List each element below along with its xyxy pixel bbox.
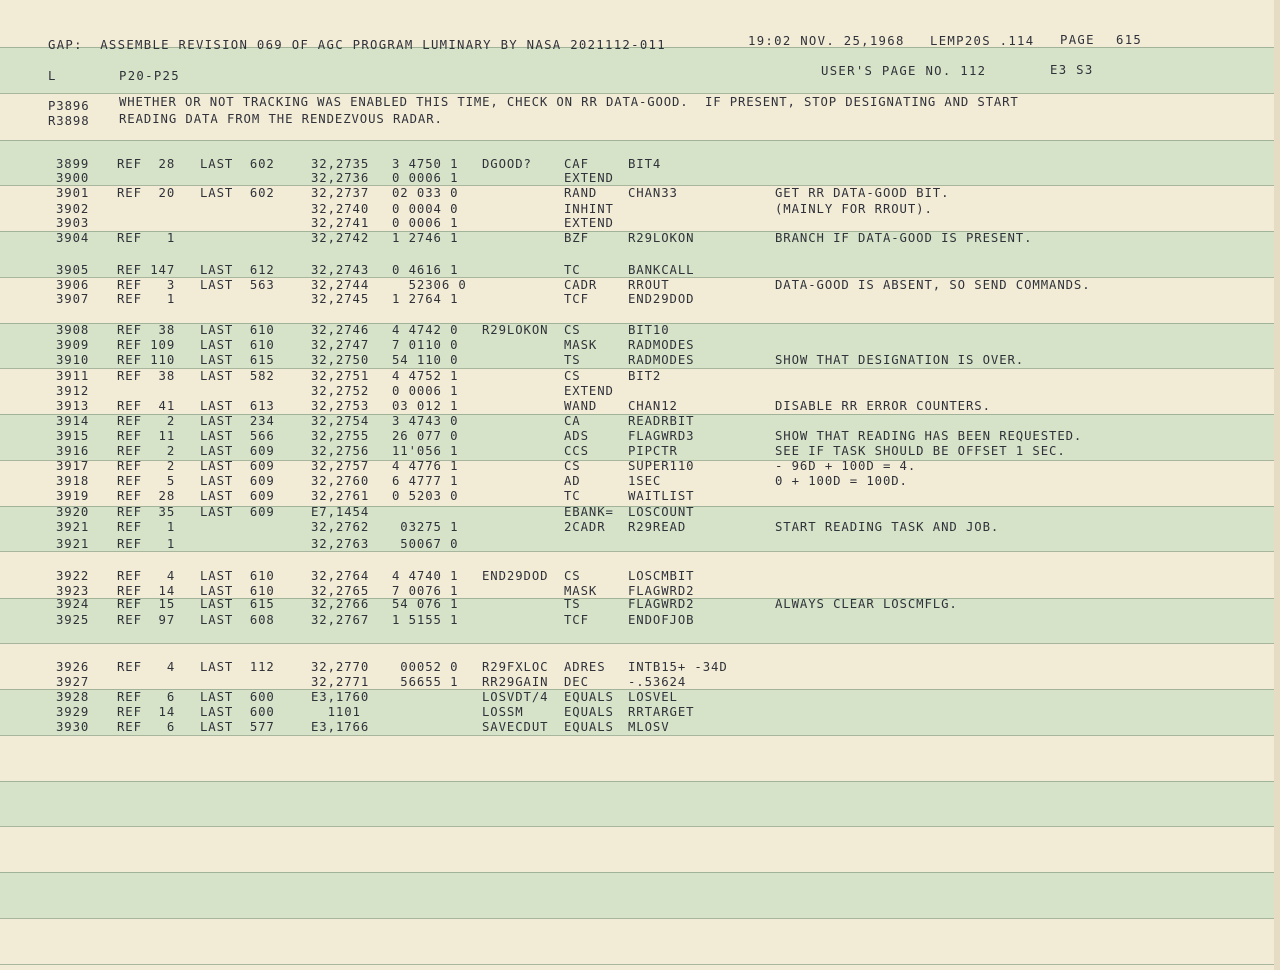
operand: LOSVEL	[628, 690, 678, 704]
opcode: WAND	[564, 399, 598, 413]
ref-count: REF 3	[117, 278, 176, 292]
octal-code: 1 2764 1	[392, 292, 459, 306]
paper-band	[0, 872, 1280, 918]
users-page-number: USER'S PAGE NO. 112	[821, 64, 987, 78]
memory-address: 32,2742	[311, 231, 370, 245]
rule-line	[0, 643, 1280, 644]
ref-count: REF 97	[117, 613, 176, 627]
opcode: EQUALS	[564, 720, 614, 734]
line-comment: 0 + 100D = 100D.	[775, 474, 908, 488]
rule-line	[0, 826, 1280, 827]
octal-code: 4 4740 1	[392, 569, 459, 583]
operand: BIT10	[628, 323, 670, 337]
memory-address: 32,2745	[311, 292, 370, 306]
last-ref: LAST 577	[200, 720, 275, 734]
rule-line	[0, 140, 1280, 141]
log-section: P20-P25	[119, 69, 180, 83]
line-number: 3929	[56, 705, 90, 719]
ref-count: REF 1	[117, 520, 176, 534]
memory-address: 32,2762	[311, 520, 370, 534]
octal-code: 50067 0	[392, 537, 459, 551]
ref-count: REF 4	[117, 660, 176, 674]
line-number: 3913	[56, 399, 90, 413]
memory-address: 32,2743	[311, 263, 370, 277]
octal-code: 52306 0	[392, 278, 467, 292]
opcode: EQUALS	[564, 705, 614, 719]
last-ref: LAST 610	[200, 338, 275, 352]
opcode: CAF	[564, 157, 589, 171]
line-number: 3909	[56, 338, 90, 352]
line-number: 3904	[56, 231, 90, 245]
memory-address: E3,1766	[311, 720, 370, 734]
last-ref: LAST 612	[200, 263, 275, 277]
rule-line	[0, 735, 1280, 736]
last-ref: LAST 610	[200, 569, 275, 583]
opcode: RAND	[564, 186, 598, 200]
memory-address: 32,2746	[311, 323, 370, 337]
last-ref: LAST 563	[200, 278, 275, 292]
ref-count: REF 1	[117, 292, 176, 306]
last-ref: LAST 615	[200, 353, 275, 367]
line-number: 3924	[56, 597, 90, 611]
memory-address: E7,1454	[311, 505, 370, 519]
line-number: 3908	[56, 323, 90, 337]
sheet-code: E3 S3	[1050, 63, 1094, 77]
operand: SUPER110	[628, 459, 695, 473]
opcode: EXTEND	[564, 384, 614, 398]
operand: RROUT	[628, 278, 670, 292]
line-number: 3921	[56, 537, 90, 551]
octal-code: 7 0110 0	[392, 338, 459, 352]
symbol-label: LOSSM	[482, 705, 524, 719]
line-number: 3911	[56, 369, 90, 383]
operand: LOSCOUNT	[628, 505, 695, 519]
rule-line	[0, 781, 1280, 782]
memory-address: 32,2736	[311, 171, 370, 185]
line-number: 3920	[56, 505, 90, 519]
octal-code: 54 110 0	[392, 353, 459, 367]
ref-count: REF 6	[117, 690, 176, 704]
line-comment: (MAINLY FOR RROUT).	[775, 202, 933, 216]
operand: FLAGWRD2	[628, 584, 695, 598]
octal-code: 03 012 1	[392, 399, 459, 413]
last-ref: LAST 600	[200, 705, 275, 719]
memory-address: 32,2756	[311, 444, 370, 458]
opcode: TS	[564, 353, 581, 367]
opcode: DEC	[564, 675, 589, 689]
last-ref: LAST 610	[200, 323, 275, 337]
ref-count: REF 38	[117, 323, 176, 337]
memory-address: 32,2757	[311, 459, 370, 473]
line-comment: DISABLE RR ERROR COUNTERS.	[775, 399, 991, 413]
operand: ENDOFJOB	[628, 613, 695, 627]
symbol-label: DGOOD?	[482, 157, 532, 171]
line-comment: SHOW THAT DESIGNATION IS OVER.	[775, 353, 1025, 367]
opcode: MASK	[564, 584, 598, 598]
memory-address: 32,2753	[311, 399, 370, 413]
octal-code: 6 4777 1	[392, 474, 459, 488]
line-number: 3919	[56, 489, 90, 503]
ref-count: REF 5	[117, 474, 176, 488]
opcode: TCF	[564, 613, 589, 627]
line-number: 3900	[56, 171, 90, 185]
operand: RRTARGET	[628, 705, 695, 719]
opcode: CS	[564, 459, 581, 473]
last-ref: LAST 608	[200, 613, 275, 627]
operand: BANKCALL	[628, 263, 695, 277]
job-id: LEMP20S .114	[930, 34, 1035, 48]
symbol-label: RR29GAIN	[482, 675, 549, 689]
operand: R29LOKON	[628, 231, 695, 245]
opcode: CA	[564, 414, 581, 428]
rule-line	[0, 964, 1280, 965]
memory-address: 32,2741	[311, 216, 370, 230]
line-number: 3916	[56, 444, 90, 458]
last-ref: LAST 582	[200, 369, 275, 383]
ref-count: REF 6	[117, 720, 176, 734]
line-number: 3914	[56, 414, 90, 428]
rule-line	[0, 551, 1280, 552]
line-number: 3905	[56, 263, 90, 277]
opcode: TC	[564, 489, 581, 503]
memory-address: 32,2763	[311, 537, 370, 551]
comment-ref: R3898	[48, 114, 90, 128]
octal-code: 54 076 1	[392, 597, 459, 611]
paper-band	[0, 918, 1280, 970]
ref-count: REF 1	[117, 231, 176, 245]
opcode: EXTEND	[564, 216, 614, 230]
opcode: EBANK=	[564, 505, 614, 519]
ref-count: REF 28	[117, 489, 176, 503]
memory-address: 32,2754	[311, 414, 370, 428]
operand: INTB15+ -34D	[628, 660, 728, 674]
paper-edge	[1274, 0, 1280, 970]
ref-count: REF 14	[117, 584, 176, 598]
octal-code: 00052 0	[392, 660, 459, 674]
octal-code: 3 4743 0	[392, 414, 459, 428]
operand: FLAGWRD2	[628, 597, 695, 611]
memory-address: 32,2737	[311, 186, 370, 200]
opcode: ADRES	[564, 660, 606, 674]
opcode: TS	[564, 597, 581, 611]
line-number: 3901	[56, 186, 90, 200]
last-ref: LAST 609	[200, 459, 275, 473]
operand: PIPCTR	[628, 444, 678, 458]
opcode: EXTEND	[564, 171, 614, 185]
last-ref: LAST 609	[200, 505, 275, 519]
ref-count: REF 147	[117, 263, 176, 277]
line-comment: BRANCH IF DATA-GOOD IS PRESENT.	[775, 231, 1033, 245]
line-number: 3926	[56, 660, 90, 674]
last-ref: LAST 112	[200, 660, 275, 674]
ref-count: REF 2	[117, 414, 176, 428]
line-number: 3921	[56, 520, 90, 534]
memory-address: 32,2740	[311, 202, 370, 216]
page-label: PAGE	[1060, 33, 1095, 47]
operand: -.53624	[628, 675, 687, 689]
memory-address: 32,2752	[311, 384, 370, 398]
opcode: CADR	[564, 278, 598, 292]
symbol-label: LOSVDT/4	[482, 690, 549, 704]
memory-address: 32,2766	[311, 597, 370, 611]
ref-count: REF 2	[117, 459, 176, 473]
paper-band	[0, 826, 1280, 872]
memory-address: 32,2744	[311, 278, 370, 292]
operand: FLAGWRD3	[628, 429, 695, 443]
ref-count: REF 15	[117, 597, 176, 611]
line-comment: DATA-GOOD IS ABSENT, SO SEND COMMANDS.	[775, 278, 1091, 292]
opcode: BZF	[564, 231, 589, 245]
octal-code: 4 4776 1	[392, 459, 459, 473]
last-ref: LAST 234	[200, 414, 275, 428]
memory-address: 32,2735	[311, 157, 370, 171]
ref-count: REF 1	[117, 537, 176, 551]
octal-code: 1 2746 1	[392, 231, 459, 245]
memory-address: 32,2751	[311, 369, 370, 383]
line-number: 3922	[56, 569, 90, 583]
memory-address: 32,2764	[311, 569, 370, 583]
octal-code: 4 4752 1	[392, 369, 459, 383]
line-comment: SEE IF TASK SHOULD BE OFFSET 1 SEC.	[775, 444, 1066, 458]
page-number: 615	[1116, 33, 1143, 47]
octal-code: 1 5155 1	[392, 613, 459, 627]
last-ref: LAST 600	[200, 690, 275, 704]
operand: R29READ	[628, 520, 687, 534]
operand: BIT2	[628, 369, 662, 383]
last-ref: LAST 615	[200, 597, 275, 611]
opcode: CS	[564, 369, 581, 383]
octal-code: 4 4742 0	[392, 323, 459, 337]
octal-code: 3 4750 1	[392, 157, 459, 171]
ref-count: REF 35	[117, 505, 176, 519]
line-number: 3903	[56, 216, 90, 230]
line-number: 3917	[56, 459, 90, 473]
octal-code: 02 033 0	[392, 186, 459, 200]
opcode: CCS	[564, 444, 589, 458]
ref-count: REF 20	[117, 186, 176, 200]
octal-code: 0 0006 1	[392, 216, 459, 230]
octal-code: 11'056 1	[392, 444, 459, 458]
opcode: EQUALS	[564, 690, 614, 704]
line-number: 3918	[56, 474, 90, 488]
memory-address: 32,2770	[311, 660, 370, 674]
line-comment: - 96D + 100D = 4.	[775, 459, 917, 473]
octal-code: 0 0004 0	[392, 202, 459, 216]
ref-count: REF 2	[117, 444, 176, 458]
assembly-title: GAP: ASSEMBLE REVISION 069 OF AGC PROGRAM LUMINARY BY NASA 2021112-011	[48, 38, 666, 52]
ref-count: REF 4	[117, 569, 176, 583]
operand: RADMODES	[628, 353, 695, 367]
opcode: AD	[564, 474, 581, 488]
line-number: 3899	[56, 157, 90, 171]
memory-address: 32,2760	[311, 474, 370, 488]
operand: MLOSV	[628, 720, 670, 734]
octal-code: 0 0006 1	[392, 171, 459, 185]
octal-code: 7 0076 1	[392, 584, 459, 598]
symbol-label: R29LOKON	[482, 323, 549, 337]
memory-address: 32,2761	[311, 489, 370, 503]
log-section-code: L	[48, 69, 57, 83]
comment-text: READING DATA FROM THE RENDEZVOUS RADAR.	[119, 112, 443, 126]
line-comment: START READING TASK AND JOB.	[775, 520, 1000, 534]
symbol-label: R29FXLOC	[482, 660, 549, 674]
line-comment: GET RR DATA-GOOD BIT.	[775, 186, 950, 200]
operand: READRBIT	[628, 414, 695, 428]
ref-count: REF 11	[117, 429, 176, 443]
opcode: CS	[564, 569, 581, 583]
comment-text: WHETHER OR NOT TRACKING WAS ENABLED THIS TIME, CHECK ON RR DATA-GOOD. IF PRESENT, STOP DESIGNATING AND START	[119, 95, 1019, 109]
memory-address: 32,2767	[311, 613, 370, 627]
operand: LOSCMBIT	[628, 569, 695, 583]
opcode: 2CADR	[564, 520, 606, 534]
line-number: 3928	[56, 690, 90, 704]
print-timestamp: 19:02 NOV. 25,1968	[748, 34, 905, 48]
memory-address: 32,2755	[311, 429, 370, 443]
operand: WAITLIST	[628, 489, 695, 503]
line-comment: SHOW THAT READING HAS BEEN REQUESTED.	[775, 429, 1083, 443]
operand: RADMODES	[628, 338, 695, 352]
opcode: TC	[564, 263, 581, 277]
memory-address: 32,2747	[311, 338, 370, 352]
last-ref: LAST 566	[200, 429, 275, 443]
last-ref: LAST 602	[200, 186, 275, 200]
rule-line	[0, 93, 1280, 94]
octal-code: 26 077 0	[392, 429, 459, 443]
memory-address: 32,2750	[311, 353, 370, 367]
comment-ref: P3896	[48, 99, 90, 113]
paper-band	[0, 735, 1280, 781]
last-ref: LAST 609	[200, 444, 275, 458]
ref-count: REF 109	[117, 338, 176, 352]
memory-address: 32,2771	[311, 675, 370, 689]
paper-band	[0, 781, 1280, 826]
symbol-label: END29DOD	[482, 569, 549, 583]
opcode: ADS	[564, 429, 589, 443]
line-number: 3915	[56, 429, 90, 443]
octal-code: 03275 1	[392, 520, 459, 534]
ref-count: REF 41	[117, 399, 176, 413]
octal-code: 56655 1	[392, 675, 459, 689]
operand: CHAN33	[628, 186, 678, 200]
operand: BIT4	[628, 157, 662, 171]
operand: 1SEC	[628, 474, 662, 488]
ref-count: REF 14	[117, 705, 176, 719]
operand: END29DOD	[628, 292, 695, 306]
rule-line	[0, 872, 1280, 873]
octal-code: 0 5203 0	[392, 489, 459, 503]
opcode: INHINT	[564, 202, 614, 216]
opcode: TCF	[564, 292, 589, 306]
line-comment: ALWAYS CLEAR LOSCMFLG.	[775, 597, 958, 611]
memory-address: E3,1760	[311, 690, 370, 704]
line-number: 3902	[56, 202, 90, 216]
opcode: CS	[564, 323, 581, 337]
octal-code: 0 0006 1	[392, 384, 459, 398]
opcode: MASK	[564, 338, 598, 352]
memory-address: 1101	[311, 705, 361, 719]
line-number: 3927	[56, 675, 90, 689]
ref-count: REF 38	[117, 369, 176, 383]
operand: CHAN12	[628, 399, 678, 413]
last-ref: LAST 602	[200, 157, 275, 171]
line-number: 3906	[56, 278, 90, 292]
memory-address: 32,2765	[311, 584, 370, 598]
line-number: 3910	[56, 353, 90, 367]
symbol-label: SAVECDUT	[482, 720, 549, 734]
ref-count: REF 110	[117, 353, 176, 367]
octal-code: 0 4616 1	[392, 263, 459, 277]
line-number: 3925	[56, 613, 90, 627]
line-number: 3912	[56, 384, 90, 398]
last-ref: LAST 609	[200, 474, 275, 488]
rule-line	[0, 918, 1280, 919]
line-number: 3923	[56, 584, 90, 598]
ref-count: REF 28	[117, 157, 176, 171]
last-ref: LAST 610	[200, 584, 275, 598]
line-number: 3907	[56, 292, 90, 306]
last-ref: LAST 613	[200, 399, 275, 413]
line-number: 3930	[56, 720, 90, 734]
last-ref: LAST 609	[200, 489, 275, 503]
